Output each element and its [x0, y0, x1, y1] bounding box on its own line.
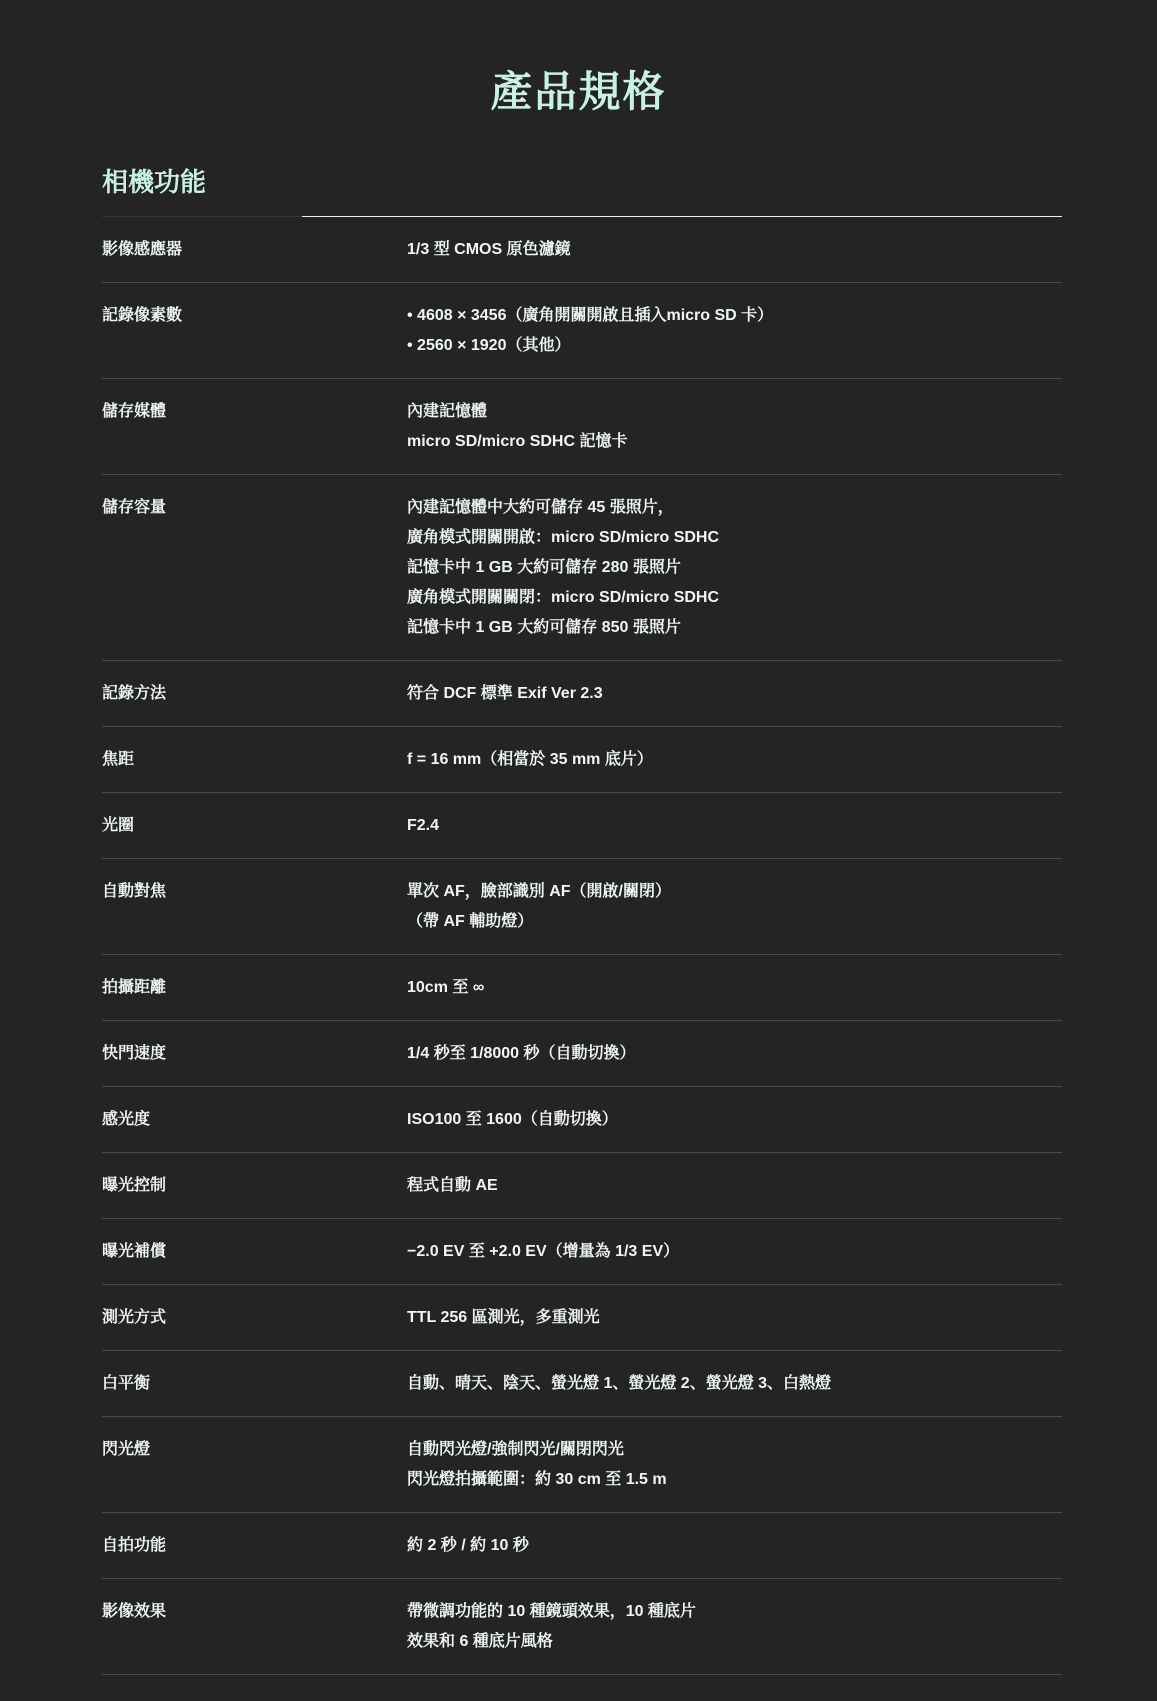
page-title: 產品規格 [490, 68, 667, 115]
spec-label: 測光方式 [102, 1309, 167, 1326]
spec-value-line: micro SD/micro SDHC 記憶卡 [407, 433, 628, 450]
spec-value-line: 記憶卡中 1 GB 大約可儲存 280 張照片 [407, 559, 681, 576]
spec-value-line: • 2560 × 1920（其他） [407, 337, 571, 354]
spec-value [407, 811, 1062, 841]
spec-value [407, 1039, 1062, 1069]
spec-value [407, 973, 1062, 1003]
spec-label: 感光度 [102, 1111, 151, 1128]
spec-label: 曝光補償 [102, 1243, 167, 1260]
spec-value-line: （帶 AF 輔助燈） [407, 913, 534, 930]
spec-value-line: 約 2 秒 / 約 10 秒 [407, 1537, 529, 1554]
spec-label: 曝光控制 [102, 1177, 167, 1194]
spec-row [102, 1513, 1062, 1579]
spec-value-line: 自動閃光燈/強制閃光/關閉閃光 [407, 1441, 624, 1458]
spec-row [102, 1087, 1062, 1153]
spec-label: 焦距 [102, 751, 135, 768]
spec-value-line: 符合 DCF 標準 Exif Ver 2.3 [407, 685, 603, 702]
spec-label: 閃光燈 [102, 1441, 151, 1458]
spec-row [102, 793, 1062, 859]
spec-value-line: 廣角模式開關開啟：micro SD/micro SDHC [407, 529, 720, 546]
spec-row [102, 1219, 1062, 1285]
spec-label: 自拍功能 [102, 1537, 167, 1554]
spec-value-line: 廣角模式開關關閉：micro SD/micro SDHC [407, 589, 720, 606]
section-divider [102, 216, 1062, 217]
spec-value [407, 1105, 1062, 1135]
spec-value [407, 877, 1062, 937]
spec-row [102, 1285, 1062, 1351]
spec-value-line: 帶微調功能的 10 種鏡頭效果，10 種底片 [407, 1603, 696, 1620]
spec-label: 自動對焦 [102, 883, 167, 900]
spec-value [407, 1597, 1062, 1657]
spec-row [102, 727, 1062, 793]
spec-row [102, 1417, 1062, 1513]
spec-value-line: ISO100 至 1600（自動切換） [407, 1111, 618, 1128]
spec-row [102, 1153, 1062, 1219]
section-title: 相機功能 [102, 167, 207, 197]
spec-label: 記錄像素數 [102, 307, 183, 324]
spec-label: 儲存容量 [102, 499, 167, 516]
spec-list [102, 217, 1062, 1675]
spec-value-line: • 4608 × 3456（廣角開關開啟且插入micro SD 卡） [407, 307, 774, 324]
spec-value-line: 1/4 秒至 1/8000 秒（自動切換） [407, 1045, 636, 1062]
spec-label: 快門速度 [102, 1045, 167, 1062]
spec-value-line: −2.0 EV 至 +2.0 EV（增量為 1/3 EV） [407, 1243, 680, 1260]
spec-value-line: 單次 AF，臉部識別 AF（開啟/關閉） [407, 883, 671, 900]
spec-value [407, 1237, 1062, 1267]
spec-label: 拍攝距離 [102, 979, 167, 996]
spec-row [102, 475, 1062, 661]
spec-value-line: 10cm 至 ∞ [407, 979, 485, 996]
spec-row [102, 1021, 1062, 1087]
spec-value [407, 493, 1062, 643]
spec-row [102, 283, 1062, 379]
spec-row [102, 217, 1062, 283]
spec-value-line: 內建記憶體中大約可儲存 45 張照片， [407, 499, 674, 516]
spec-value-line: 效果和 6 種底片風格 [407, 1633, 553, 1650]
spec-label: 儲存媒體 [102, 403, 167, 420]
spec-value [407, 745, 1062, 775]
spec-value [407, 397, 1062, 457]
spec-label: 影像效果 [102, 1603, 167, 1620]
spec-row [102, 1351, 1062, 1417]
spec-value-line: 內建記憶體 [407, 403, 488, 420]
spec-value [407, 1531, 1062, 1561]
spec-label: 光圈 [102, 817, 135, 834]
spec-value-line: F2.4 [407, 817, 440, 834]
spec-label: 記錄方法 [102, 685, 167, 702]
spec-value-line: 程式自動 AE [407, 1177, 498, 1194]
spec-value [407, 679, 1062, 709]
camera-features-section [102, 160, 1062, 1675]
section-divider-accent [102, 216, 302, 217]
spec-row [102, 661, 1062, 727]
spec-value-line: 記憶卡中 1 GB 大約可儲存 850 張照片 [407, 619, 681, 636]
spec-value [407, 1435, 1062, 1495]
spec-row [102, 1579, 1062, 1675]
spec-value-line: f = 16 mm（相當於 35 mm 底片） [407, 751, 653, 768]
spec-value-line: TTL 256 區測光，多重測光 [407, 1309, 600, 1326]
spec-value [407, 235, 1062, 265]
spec-label: 影像感應器 [102, 241, 183, 258]
spec-value [407, 1303, 1062, 1333]
spec-label: 白平衡 [102, 1375, 151, 1392]
spec-value [407, 301, 1062, 361]
spec-value [407, 1171, 1062, 1201]
spec-row [102, 859, 1062, 955]
spec-value-line: 閃光燈拍攝範圍：約 30 cm 至 1.5 m [407, 1471, 667, 1488]
spec-value [407, 1369, 1062, 1399]
spec-row [102, 379, 1062, 475]
spec-row [102, 955, 1062, 1021]
spec-value-line: 自動、晴天、陰天、螢光燈 1、螢光燈 2、螢光燈 3、白熱燈 [407, 1375, 832, 1392]
spec-value-line: 1/3 型 CMOS 原色濾鏡 [407, 241, 571, 258]
